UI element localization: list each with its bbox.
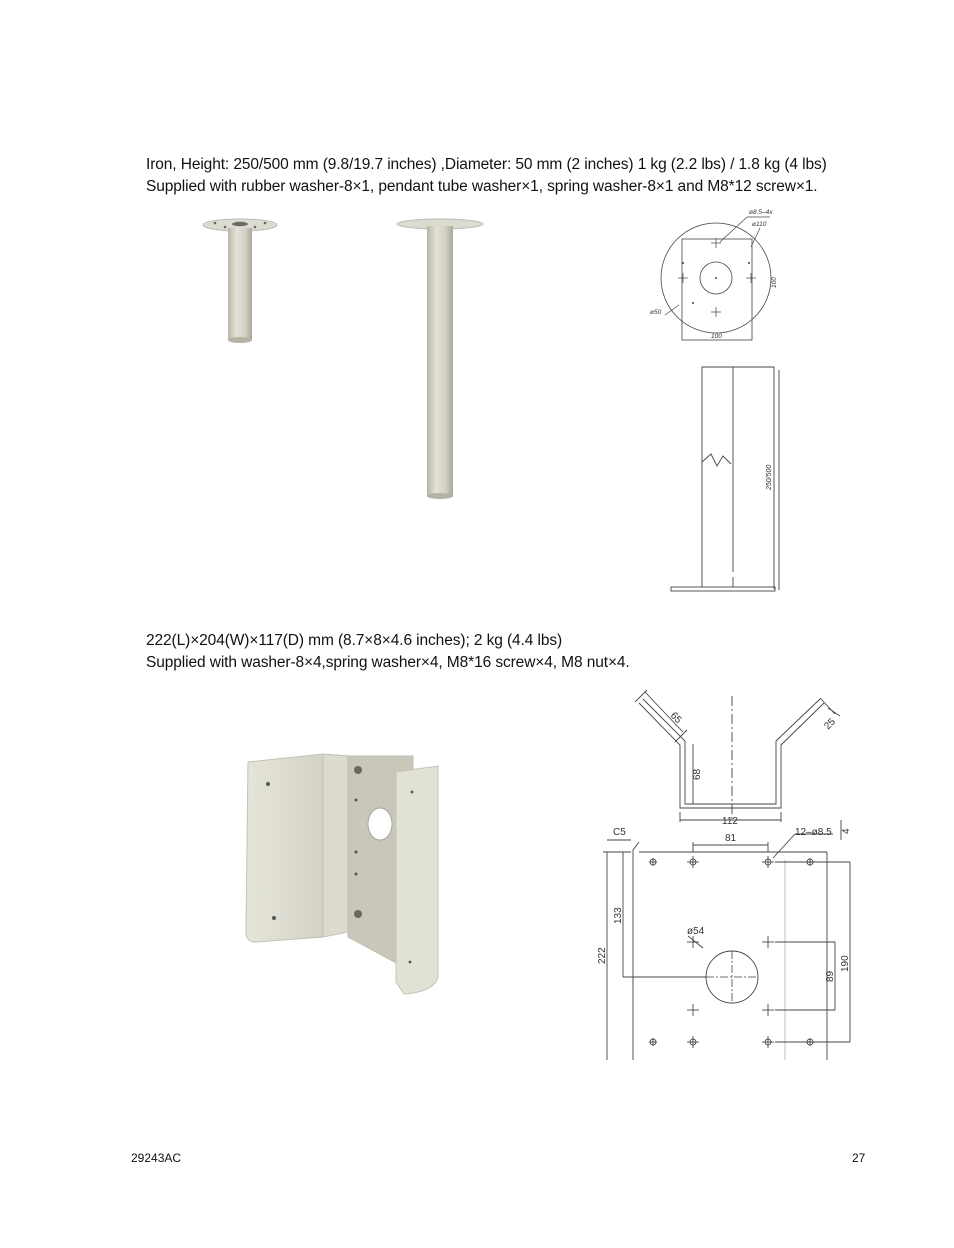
inner-diameter-label: ø50 (650, 309, 662, 316)
long-pendant-tube-image (395, 212, 485, 504)
corner-bracket-top-drawing (625, 690, 850, 830)
dim-112: 112 (722, 816, 738, 827)
short-pendant-tube-image (195, 212, 285, 352)
dim-89: 89 (825, 970, 836, 982)
corner-bracket-image (238, 752, 448, 1002)
pendant-top-view-drawing (645, 205, 805, 345)
dim-190: 190 (840, 955, 851, 972)
dim-65: 65 (667, 710, 684, 726)
dim-25: 25 (822, 716, 838, 733)
section1-line1: Iron, Height: 250/500 mm (9.8/19.7 inches) ,Diameter: 50 mm (2 inches) 1 kg (2.2 lbs) / 1.8 kg (4 lbs) (146, 156, 827, 173)
dim-222: 222 (597, 947, 608, 964)
outer-diameter-label: ø110 (752, 221, 767, 228)
bottom-side-label: 100 (711, 333, 722, 340)
section2-line2: Supplied with washer-8×4,spring washer×4, M8*16 screw×4, M8 nut×4. (146, 654, 630, 671)
dim-holes: 12–ø8.5 (795, 827, 832, 838)
dim-133: 133 (613, 907, 624, 924)
corner-bracket-front-drawing (595, 820, 855, 1065)
footer-page-number: 27 (852, 1151, 866, 1165)
dim-4: 4 (841, 828, 852, 834)
dim-68: 68 (692, 768, 703, 780)
dim-81: 81 (725, 833, 737, 844)
dim-54: ø54 (687, 926, 705, 937)
footer-doc-id: 29243AC (131, 1151, 182, 1165)
square-side-label: 100 (771, 277, 778, 288)
dim-c5: C5 (613, 827, 626, 838)
pendant-side-view-drawing (665, 362, 780, 598)
holes-label: ø8.5–4x (749, 209, 773, 216)
height-label: 250/500 (766, 464, 773, 490)
section1-line2: Supplied with rubber washer-8×1, pendant tube washer×1, spring washer-8×1 and M8*12 screw×1. (146, 178, 818, 195)
section2-line1: 222(L)×204(W)×117(D) mm (8.7×8×4.6 inches); 2 kg (4.4 lbs) (146, 632, 563, 649)
